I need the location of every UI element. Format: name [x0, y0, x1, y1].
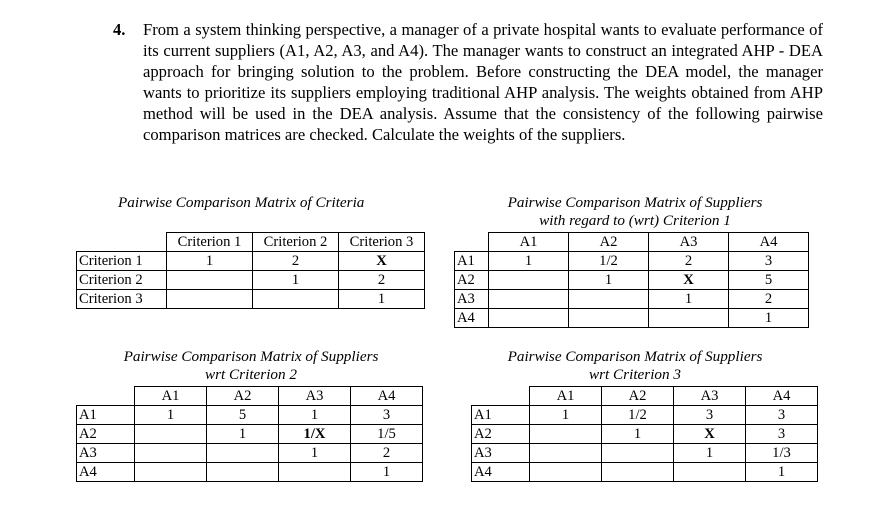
row-header: A3: [472, 444, 530, 463]
row-header: Criterion 1: [77, 252, 167, 271]
criteria-matrix-table: [76, 232, 425, 309]
col-header: A1: [489, 233, 569, 252]
col-header: A2: [207, 387, 279, 406]
matrix-cell: [135, 463, 207, 482]
table-row: [77, 406, 423, 425]
table-row: [77, 252, 425, 271]
table-row: [455, 290, 809, 309]
supplier-c3-caption: [494, 348, 776, 384]
matrix-cell: 3: [746, 406, 818, 425]
supplier-c1-caption: [494, 194, 776, 230]
supplier-c1-caption-line1: Pairwise Comparison Matrix of Suppliers: [507, 194, 763, 211]
row-header: A4: [455, 309, 489, 328]
matrix-cell: 2: [351, 444, 423, 463]
matrix-cell: 1: [167, 252, 253, 271]
matrix-cell: [207, 444, 279, 463]
matrix-cell: [167, 290, 253, 309]
table-row: [472, 463, 818, 482]
table-row: [77, 444, 423, 463]
matrix-cell: 3: [351, 406, 423, 425]
matrix-cell: 3: [729, 252, 809, 271]
col-header: A1: [135, 387, 207, 406]
col-header: Criterion 3: [339, 233, 425, 252]
row-header: A3: [77, 444, 135, 463]
matrix-cell: 1: [569, 271, 649, 290]
table-row: [77, 463, 423, 482]
supplier-c1-table: [454, 232, 809, 328]
matrix-cell: X: [649, 271, 729, 290]
matrix-cell: [569, 309, 649, 328]
row-header: A2: [472, 425, 530, 444]
table-row: [472, 425, 818, 444]
matrix-cell: 5: [729, 271, 809, 290]
header-row: [455, 233, 809, 252]
matrix-cell: 1: [207, 425, 279, 444]
table-row: [77, 271, 425, 290]
matrix-cell: 1: [530, 406, 602, 425]
matrix-cell: 1: [674, 444, 746, 463]
col-header: A3: [279, 387, 351, 406]
supplier-c2-caption-line2: wrt Criterion 2: [205, 366, 297, 383]
table-row: [455, 271, 809, 290]
matrix-cell: [674, 463, 746, 482]
matrix-cell: [167, 271, 253, 290]
header-row: [77, 387, 423, 406]
matrix-cell: [253, 290, 339, 309]
matrix-cell: 3: [746, 425, 818, 444]
corner-cell: [472, 387, 530, 406]
row-header: A4: [77, 463, 135, 482]
table-row: [455, 309, 809, 328]
corner-cell: [77, 233, 167, 252]
matrix-cell: 1/2: [569, 252, 649, 271]
matrix-cell: [135, 444, 207, 463]
matrix-cell: 1: [339, 290, 425, 309]
matrix-cell: [279, 463, 351, 482]
matrix-cell: 1: [351, 463, 423, 482]
row-header: A2: [455, 271, 489, 290]
question-number: 4.: [113, 20, 126, 39]
criteria-matrix-caption: Pairwise Comparison Matrix of Criteria: [118, 194, 365, 211]
matrix-cell: X: [674, 425, 746, 444]
matrix-cell: 1: [602, 425, 674, 444]
table-row: [77, 425, 423, 444]
matrix-cell: 1: [649, 290, 729, 309]
matrix-cell: 1/X: [279, 425, 351, 444]
col-header: A2: [569, 233, 649, 252]
question-text: From a system thinking perspective, a manager of a private hospital wants to evaluate performance of its current suppliers (A1, A2, A3, and A4). The manager wants to construct an integrated AHP - DEA approach for bringing solution to the problem. Before constructing the DEA model, the manager wants to prioritize its suppliers employing traditional AHP analysis. The weights obtained from AHP method will be used in the DEA analysis. Assume that the consistency of the following pairwise comparison matrices are checked. Calculate the weights of the suppliers.: [143, 20, 823, 144]
row-header: A2: [77, 425, 135, 444]
matrix-cell: 1/2: [602, 406, 674, 425]
supplier-c3-caption-line1: Pairwise Comparison Matrix of Suppliers: [507, 348, 763, 365]
matrix-cell: 1: [135, 406, 207, 425]
table-row: [455, 252, 809, 271]
supplier-c2-table: [76, 386, 423, 482]
row-header: Criterion 3: [77, 290, 167, 309]
matrix-cell: 3: [674, 406, 746, 425]
matrix-cell: 1/5: [351, 425, 423, 444]
col-header: A2: [602, 387, 674, 406]
col-header: A4: [351, 387, 423, 406]
matrix-cell: [530, 463, 602, 482]
matrix-cell: 1: [489, 252, 569, 271]
table-row: [77, 290, 425, 309]
supplier-c3-caption-line2: wrt Criterion 3: [589, 366, 681, 383]
supplier-c3-table: [471, 386, 818, 482]
matrix-cell: [530, 425, 602, 444]
col-header: Criterion 1: [167, 233, 253, 252]
matrix-cell: [489, 309, 569, 328]
matrix-cell: 2: [649, 252, 729, 271]
col-header: A1: [530, 387, 602, 406]
row-header: A1: [455, 252, 489, 271]
row-header: A3: [455, 290, 489, 309]
matrix-cell: 5: [207, 406, 279, 425]
row-header: A1: [77, 406, 135, 425]
corner-cell: [455, 233, 489, 252]
col-header: A3: [649, 233, 729, 252]
matrix-cell: 1: [279, 444, 351, 463]
matrix-cell: [602, 444, 674, 463]
row-header: A1: [472, 406, 530, 425]
matrix-cell: [649, 309, 729, 328]
matrix-cell: [135, 425, 207, 444]
matrix-cell: [530, 444, 602, 463]
matrix-cell: 1: [279, 406, 351, 425]
matrix-cell: 2: [729, 290, 809, 309]
supplier-c2-caption-line1: Pairwise Comparison Matrix of Suppliers: [123, 348, 379, 365]
matrix-cell: [489, 271, 569, 290]
matrix-cell: [207, 463, 279, 482]
matrix-cell: [569, 290, 649, 309]
matrix-cell: 1: [746, 463, 818, 482]
matrix-cell: 1: [729, 309, 809, 328]
header-row: [472, 387, 818, 406]
matrix-cell: 1: [253, 271, 339, 290]
matrix-cell: [602, 463, 674, 482]
col-header: A4: [746, 387, 818, 406]
matrix-cell: [489, 290, 569, 309]
supplier-c1-caption-line2: with regard to (wrt) Criterion 1: [539, 212, 731, 229]
col-header: Criterion 2: [253, 233, 339, 252]
col-header: A3: [674, 387, 746, 406]
matrix-cell: X: [339, 252, 425, 271]
header-row: [77, 233, 425, 252]
row-header: Criterion 2: [77, 271, 167, 290]
table-row: [472, 444, 818, 463]
matrix-cell: 2: [339, 271, 425, 290]
row-header: A4: [472, 463, 530, 482]
matrix-cell: 1/3: [746, 444, 818, 463]
corner-cell: [77, 387, 135, 406]
table-row: [472, 406, 818, 425]
matrix-cell: 2: [253, 252, 339, 271]
supplier-c2-caption: [110, 348, 392, 384]
col-header: A4: [729, 233, 809, 252]
